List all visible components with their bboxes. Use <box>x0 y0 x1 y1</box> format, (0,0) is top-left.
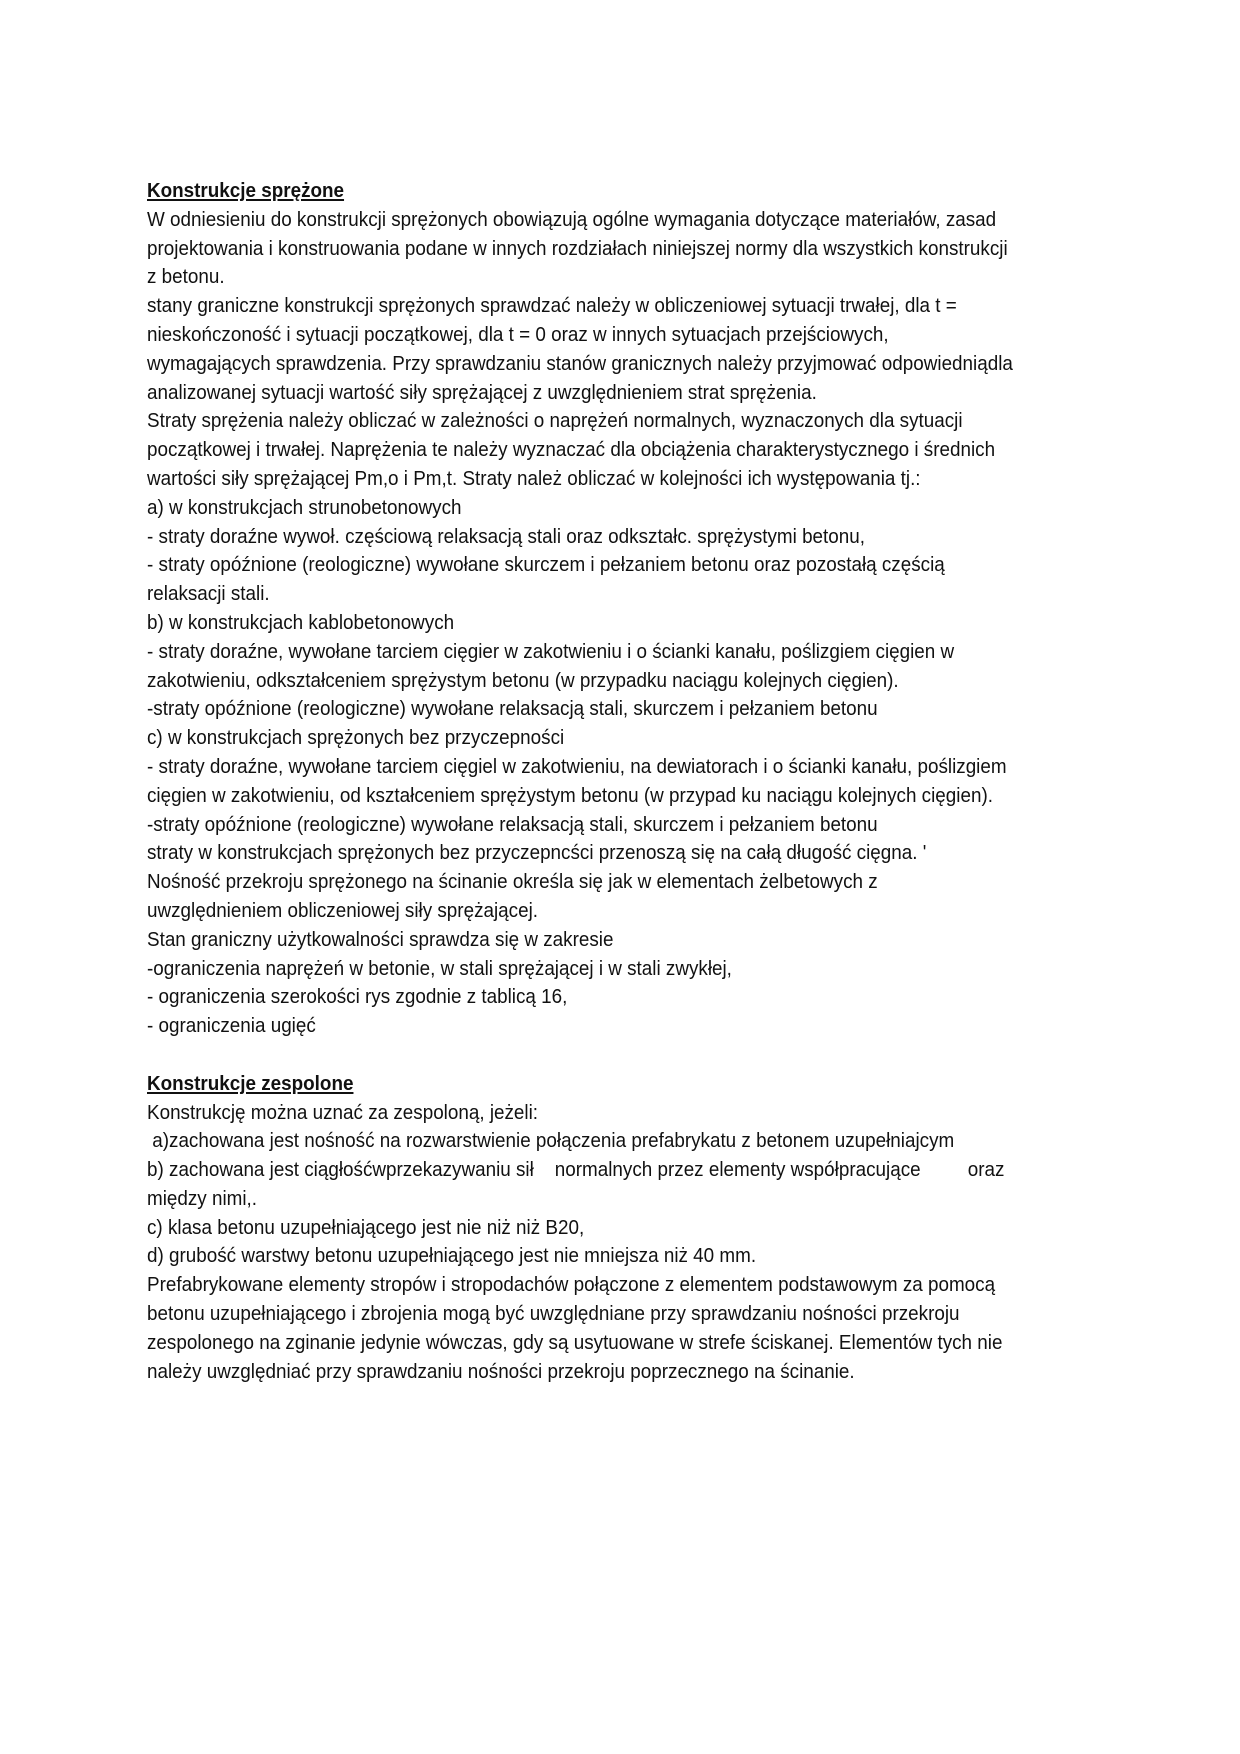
paragraph-line: W odniesieniu do konstrukcji sprężonych obowiązują ogólne wymagania dotyczące materiałów, zasad <box>147 207 997 231</box>
list-item: - straty doraźne wywoł. częściową relaksacją stali oraz odkształc. sprężystymi betonu, <box>147 524 866 548</box>
paragraph-line: analizowanej sytuacji wartość siły sprężającej z uwzględnieniem strat sprężenia. <box>147 380 817 404</box>
paragraph-line: Prefabrykowane elementy stropów i stropodachów połączone z elementem podstawowym za pomocą <box>147 1273 996 1297</box>
list-item: -straty opóźnione (reologiczne) wywołane relaksacją stali, skurczem i pełzaniem betonu <box>147 697 878 721</box>
section-heading-composite: Konstrukcje zespolone <box>147 1071 354 1095</box>
list-item: c) klasa betonu uzupełniającego jest nie niż niż B20, <box>147 1215 585 1239</box>
paragraph-line: Straty sprężenia należy obliczać w zależności o naprężeń normalnych, wyznaczonych dla sytuacji <box>147 409 963 433</box>
document-body <box>147 177 1108 1386</box>
paragraph-line: Konstrukcję można uznać za zespoloną, jeżeli: <box>147 1100 539 1124</box>
list-heading-c: c) w konstrukcjach sprężonych bez przyczepności <box>147 726 565 750</box>
list-item: a)zachowana jest nośność na rozwarstwienie połączenia prefabrykatu z betonem uzupełniajcym <box>147 1129 955 1153</box>
paragraph-line: wartości siły sprężającej Pm,o i Pm,t. Straty należ obliczać w kolejności ich występowania tj.: <box>147 466 921 490</box>
paragraph-line: wymagających sprawdzenia. Przy sprawdzaniu stanów granicznych należy przyjmować odpowiedniądla <box>147 351 1013 375</box>
paragraph-line: należy uwzględniać przy sprawdzaniu nośności przekroju poprzecznego na ścinanie. <box>147 1359 855 1383</box>
paragraph-line: z betonu. <box>147 265 225 289</box>
paragraph-line: zespolonego na zginanie jedynie wówczas, gdy są usytuowane w strefe ściskanej. Elementów tych nie <box>147 1330 1003 1354</box>
list-item: - straty opóźnione (reologiczne) wywołane skurczem i pełzaniem betonu oraz pozostałą częścią <box>147 553 945 577</box>
list-item-continuation: między nimi,. <box>147 1186 258 1210</box>
list-item: -ograniczenia naprężeń w betonie, w stali sprężającej i w stali zwykłej, <box>147 956 732 980</box>
list-item: -straty opóźnione (reologiczne) wywołane relaksacją stali, skurczem i pełzaniem betonu <box>147 812 878 836</box>
paragraph-line: projektowania i konstruowania podane w innych rozdziałach niniejszej normy dla wszystkich konstrukcji <box>147 236 1008 260</box>
paragraph-line: betonu uzupełniającego i zbrojenia mogą być uwzględniane przy sprawdzaniu nośności przekroju <box>147 1302 960 1326</box>
list-item: b) zachowana jest ciągłośćwprzekazywaniu sił normalnych przez elementy współpracujące oraz <box>147 1158 1005 1182</box>
list-item: - ograniczenia szerokości rys zgodnie z tablicą 16, <box>147 985 568 1009</box>
section-spacer <box>147 1041 1108 1070</box>
paragraph-line: stany graniczne konstrukcji sprężonych sprawdzać należy w obliczeniowej sytuacji trwałej, dla t = <box>147 294 957 318</box>
list-item-continuation: cięgien w zakotwieniu, od kształceniem sprężystym betonu (w przypad ku naciągu kolejnych cięgien). <box>147 783 993 807</box>
section-heading-prestressed: Konstrukcje sprężone <box>147 179 345 202</box>
list-heading-a: a) w konstrukcjach strunobetonowych <box>147 495 462 519</box>
list-item-continuation: zakotwieniu, odkształceniem sprężystym betonu (w przypadku naciągu kolejnych cięgien). <box>147 668 899 692</box>
paragraph-line: uwzględnieniem obliczeniowej siły sprężającej. <box>147 898 539 922</box>
list-item: - straty doraźne, wywołane tarciem cięgier w zakotwieniu i o ścianki kanału, poślizgiem cięgien w <box>147 639 955 663</box>
list-item-continuation: relaksacji stali. <box>147 582 270 606</box>
paragraph-line: straty w konstrukcjach sprężonych bez przyczepncści przenoszą się na całą długość cięgna. ' <box>147 841 927 865</box>
paragraph-line: Nośność przekroju sprężonego na ścinanie określa się jak w elementach żelbetowych z <box>147 870 878 894</box>
paragraph-line: Stan graniczny użytkowalności sprawdza się w zakresie <box>147 927 614 951</box>
paragraph-line: nieskończoność i sytuacji początkowej, dla t = 0 oraz w innych sytuacjach przejściowych, <box>147 322 889 346</box>
paragraph-line: początkowej i trwałej. Naprężenia te należy wyznaczać dla obciążenia charakterystycznego i średnich <box>147 438 996 462</box>
list-item: d) grubość warstwy betonu uzupełniającego jest nie mniejsza niż 40 mm. <box>147 1244 757 1268</box>
list-heading-b: b) w konstrukcjach kablobetonowych <box>147 610 455 634</box>
list-item: - straty doraźne, wywołane tarciem cięgiel w zakotwieniu, na dewiatorach i o ścianki kanału, poślizgiem <box>147 754 1007 778</box>
list-item: - ograniczenia ugięć <box>147 1014 316 1038</box>
